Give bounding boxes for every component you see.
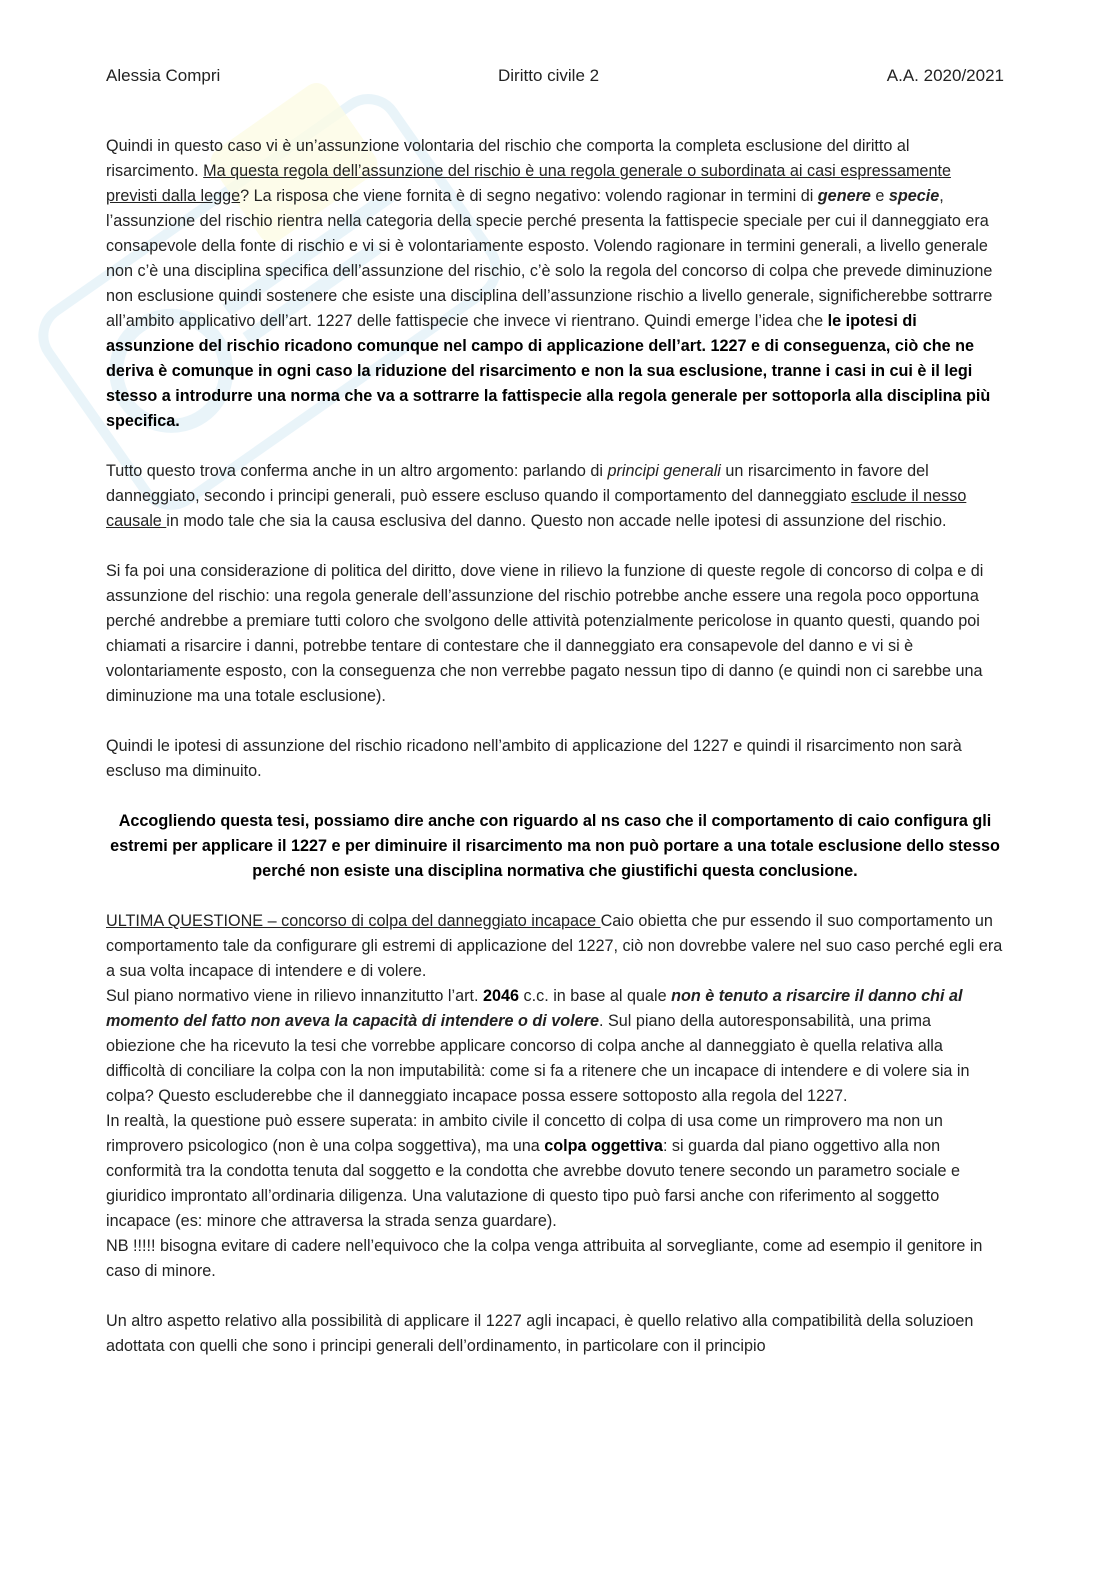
p7-article-2046: 2046 — [483, 987, 520, 1005]
p1-text-e: e — [870, 187, 889, 205]
p1-text-c: ? La risposa che viene fornita è di segno negativo: volendo ragionar in termini di — [240, 187, 818, 205]
paragraph-5-bold-thesis: Accogliendo questa tesi, possiamo dire anche con riguardo al ns caso che il comportamento di caio configura gli estremi per applicare il 1227 e per diminuire il risarcimento ma non può portare a una totale esclusione dello stesso perché non esiste una disciplina normativa che giustifichi questa conclusione. — [110, 812, 1000, 880]
paragraph-1 — [106, 134, 1004, 434]
p2-underlined-nesso: esclude il nesso causale — [106, 487, 967, 530]
p6-underlined-heading: ULTIMA QUESTIONE – concorso di colpa del danneggiato incapace — [106, 912, 601, 930]
p8-text-a: In realtà, la questione può essere superata: in ambito civile il concetto di colpa di usa come un rimprovero ma non un rimprovero psicologico (non è una colpa soggettiva), ma una — [106, 1112, 943, 1155]
paragraph-3: Si fa poi una considerazione di politica del diritto, dove viene in rilievo la funzione di queste regole di concorso di colpa e di assunzione del rischio: una regola generale dell’assunzione del rischio potrebbe anche essere una regola poco opportuna perché andrebbe a premiare tutti coloro che svolgono delle attività potenzialmente pericolose in quanto questi, quando poi chiamati a risarcire i danni, potrebbe tentare di contestare che il danneggiato era consapevole del danno e vi si è volontariamente esposto, con la conseguenza che non verrebbe pagato nessun tipo di danno (e quindi non ci sarebbe una diminuzione ma una totale esclusione). — [106, 562, 984, 705]
p1-bold-conclusion: le ipotesi di assunzione del rischio ricadono comunque nel campo di applicazione dell’art. 1227 e di conseguenza, ciò che ne deriva è comunque in ogni caso la riduzione del risarcimento e non la sua esclusione, tranne i casi in cui è il legi stesso a introdurre una norma che va a sottrarre la fattispecie alla regola generale per sottoporla alla disciplina più specifica. — [106, 312, 991, 430]
p1-underlined-question: Ma questa regola dell’assunzione del rischio è una regola generale o subordinata ai casi espressamente previsti dalla legge — [106, 162, 951, 205]
p2-italic-principi: principi generali — [607, 462, 721, 480]
header-course: Diritto civile 2 — [498, 66, 600, 85]
document-body — [106, 134, 1004, 1384]
p7-text-a: Sul piano normativo viene in rilievo innanzitutto l’art. — [106, 987, 484, 1005]
p2-text-e: in modo tale che sia la causa esclusiva del danno. Questo non accade nelle ipotesi di assunzione del rischio. — [166, 512, 947, 530]
paragraph-4: Quindi le ipotesi di assunzione del rischio ricadono nell’ambito di applicazione del 1227 e quindi il risarcimento non sarà escluso ma diminuito. — [106, 737, 962, 780]
p1-term-genere: genere — [817, 187, 871, 205]
p7-bold-italic-quote: non è tenuto a risarcire il danno chi al momento del fatto non aveva la capacità di intendere o di volere — [106, 987, 963, 1030]
p8-text-c: : si guarda dal piano oggettivo alla non conformità tra la condotta tenuta dal soggetto e la condotta che avrebbe dovuto tenere secondo un parametro sociale e giuridico improntato all’ordinaria diligenza. Una valutazione di questo tipo può farsi anche con riferimento al soggetto incapace (es: minore che attraversa la strada senza guardare). — [106, 1137, 961, 1230]
p1-text-a: Quindi in questo caso vi è un’assunzione volontaria del rischio che comporta la completa esclusione del diritto al risarcimento. — [106, 137, 910, 180]
paragraph-9-nb: NB !!!!! bisogna evitare di cadere nell’equivoco che la colpa venga attribuita al sorvegliante, come ad esempio il genitore in caso di minore. — [106, 1237, 983, 1280]
p2-text-a: Tutto questo trova conferma anche in un altro argomento: parlando di — [106, 462, 608, 480]
page-header — [106, 66, 1004, 96]
header-year: A.A. 2020/2021 — [886, 66, 1004, 85]
p7-text-e: . Sul piano della autoresponsabilità, una prima obiezione che ha ricevuto la tesi che vorrebbe applicare concorso di colpa anche al danneggiato è quella relativa alla difficoltà di conciliare la colpa con la non imputabilità: come si fa a ritenere che un incapace di intendere e di volere sia in colpa? Questo escluderebbe che il danneggiato incapace possa essere sottoposto alla regola del 1227. — [106, 1012, 970, 1105]
paragraph-8 — [106, 1109, 1004, 1234]
p8-colpa-oggettiva: colpa oggettiva — [544, 1137, 663, 1155]
paragraph-6 — [106, 909, 1004, 984]
p7-text-c: c.c. in base al quale — [519, 987, 672, 1005]
paragraph-2 — [106, 459, 1004, 534]
p2-text-c: un risarcimento in favore del danneggiato, secondo i principi generali, può essere escluso quando il comportamento del danneggiato — [106, 462, 929, 505]
paragraph-10: Un altro aspetto relativo alla possibilità di applicare il 1227 agli incapaci, è quello relativo alla compatibilità della soluzioen adottata con quelli che sono i principi generali dell’ordinamento, in particolare con il principio — [106, 1312, 974, 1355]
header-author: Alessia Compri — [106, 66, 221, 85]
paragraph-7 — [106, 984, 1004, 1109]
p1-term-specie: specie — [888, 187, 940, 205]
p1-text-g: , l’assunzione del rischio rientra nella categoria della specie perché presenta la fattispecie speciale per cui il danneggiato era consapevole della fonte di rischio e vi si è volontariamente esposto. Volendo ragionare in termini generali, a livello generale non c’è una disciplina specifica dell’assunzione del rischio, c’è solo la regola del concorso di colpa che prevede diminuzione non esclusione quindi sostenere che esiste una disciplina dell’assunzione rischio a livello generale, significherebbe sottrarre all’ambito applicativo dell’art. 1227 delle fattispecie che invece vi rientrano. Quindi emerge l’idea che — [106, 187, 993, 330]
p6-text-b: Caio obietta che pur essendo il suo comportamento un comportamento tale da configurare gli estremi di applicazione del 1227, ciò non dovrebbe valere nel suo caso perché egli era a sua volta incapace di intendere e di volere. — [106, 912, 1003, 980]
